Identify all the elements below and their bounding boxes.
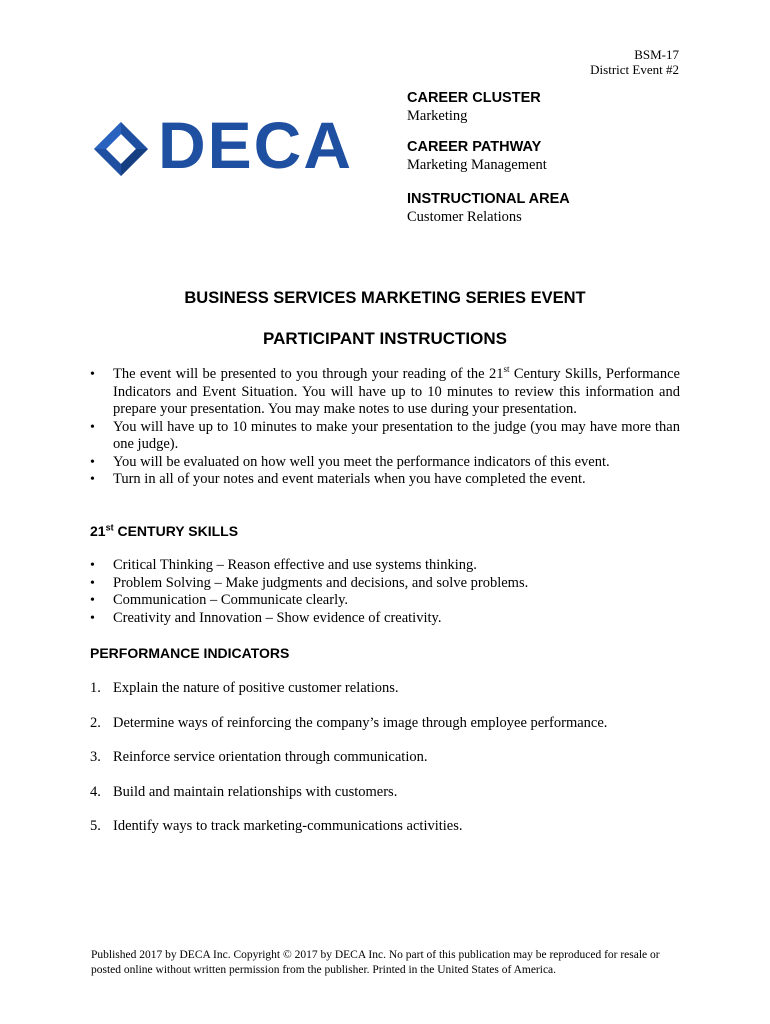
deca-wordmark: DECA: [158, 108, 354, 182]
participant-instructions-list: [90, 366, 680, 489]
career-cluster-label: CAREER CLUSTER: [407, 90, 541, 106]
performance-heading: PERFORMANCE INDICATORS: [90, 645, 290, 661]
performance-indicator: 2. Determine ways of reinforcing the company’s image through employee performance.: [90, 715, 608, 731]
instructions-title: PARTICIPANT INSTRUCTIONS: [263, 329, 507, 348]
skill-item: • Creativity and Innovation – Show evidence of creativity.: [90, 610, 680, 628]
skill-item: • Critical Thinking – Reason effective and use systems thinking.: [90, 557, 680, 575]
event-code: [590, 47, 679, 77]
instructional-area: [407, 191, 570, 226]
deca-logo: [92, 108, 360, 182]
instruction-item: • Turn in all of your notes and event materials when you have completed the event.: [90, 471, 680, 489]
skill-item: • Problem Solving – Make judgments and decisions, and solve problems.: [90, 575, 680, 593]
instruction-item: • The event will be presented to you through your reading of the 21st Century Skills, Performance Indicators and Event Situation. You will have up to 10 minutes to review this information and prepare your presentation. You may make notes to use during your presentation.: [90, 366, 680, 419]
career-pathway: [407, 139, 547, 174]
instruction-item: • You will be evaluated on how well you meet the performance indicators of this event.: [90, 454, 680, 472]
performance-indicator: 5. Identify ways to track marketing-communications activities.: [90, 818, 463, 834]
instruction-item: • You will have up to 10 minutes to make your presentation to the judge (you may have more than one judge).: [90, 419, 680, 454]
copyright-footer: Published 2017 by DECA Inc. Copyright © 2017 by DECA Inc. No part of this publication may be reproduced for resale or posted online without written permission from the publisher. Printed in the United States of America.: [91, 949, 660, 976]
event-code-id: BSM-17: [634, 47, 679, 62]
deca-diamond-icon: [92, 120, 150, 178]
skills-list: [90, 557, 680, 627]
skill-item: • Communication – Communicate clearly.: [90, 592, 680, 610]
event-title: BUSINESS SERVICES MARKETING SERIES EVENT: [184, 289, 586, 307]
instructional-area-label: INSTRUCTIONAL AREA: [407, 191, 570, 207]
skills-heading: 21st CENTURY SKILLS: [90, 522, 239, 539]
performance-indicator: 1. Explain the nature of positive customer relations.: [90, 680, 399, 696]
event-type: District Event #2: [590, 62, 679, 77]
career-cluster-value: Marketing: [407, 108, 468, 124]
career-pathway-label: CAREER PATHWAY: [407, 139, 542, 155]
instructional-area-value: Customer Relations: [407, 209, 522, 225]
performance-indicator: 4. Build and maintain relationships with customers.: [90, 784, 398, 800]
career-pathway-value: Marketing Management: [407, 157, 547, 173]
performance-indicator: 3. Reinforce service orientation through communication.: [90, 749, 428, 765]
career-cluster: [407, 90, 541, 125]
